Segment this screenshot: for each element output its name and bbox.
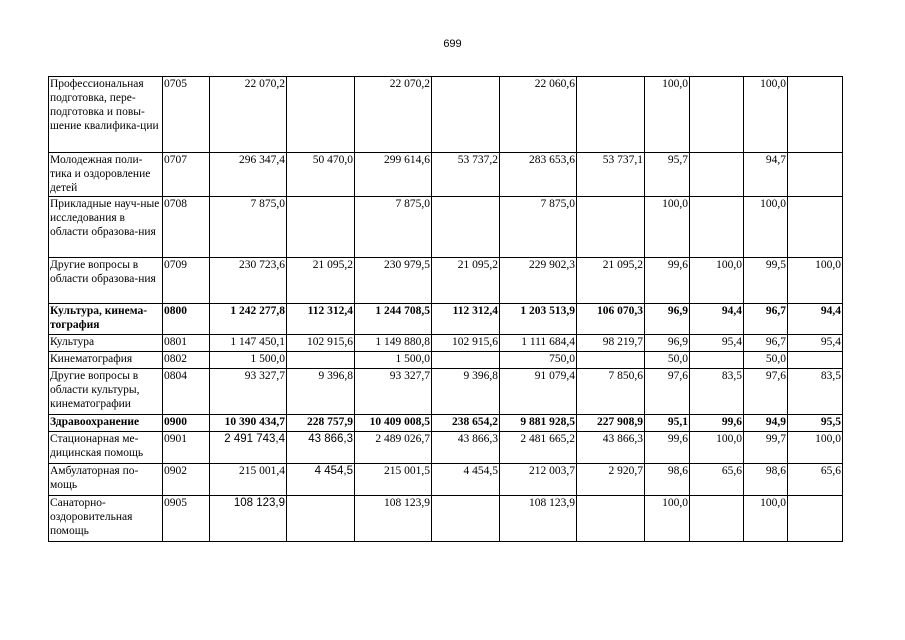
- percent-cell: [788, 352, 843, 369]
- value-cell: 9 396,8: [287, 369, 355, 415]
- value-cell: [287, 352, 355, 369]
- row-name: Профессиональная подготовка, пере-подготовка и повы-шение квалифика-ции: [49, 77, 163, 153]
- table-row: [49, 335, 843, 352]
- value-cell: 7 875,0: [210, 197, 287, 258]
- percent-cell: 100,0: [690, 258, 744, 304]
- percent-cell: 99,6: [645, 432, 690, 464]
- percent-cell: 100,0: [788, 432, 843, 464]
- value-cell: 1 500,0: [210, 352, 287, 369]
- percent-cell: 65,6: [690, 464, 744, 496]
- value-cell: 230 979,5: [355, 258, 432, 304]
- percent-cell: 100,0: [744, 77, 788, 153]
- value-cell: 227 908,9: [577, 415, 645, 432]
- percent-cell: 100,0: [690, 432, 744, 464]
- value-cell: 9 396,8: [432, 369, 500, 415]
- table-row: [49, 77, 843, 153]
- percent-cell: 98,6: [744, 464, 788, 496]
- percent-cell: 83,5: [788, 369, 843, 415]
- percent-cell: 50,0: [645, 352, 690, 369]
- page-number: 699: [443, 38, 462, 50]
- value-cell: 21 095,2: [432, 258, 500, 304]
- percent-cell: 99,7: [744, 432, 788, 464]
- percent-cell: 99,6: [690, 415, 744, 432]
- value-cell: 108 123,9: [355, 496, 432, 542]
- row-code: 0901: [163, 432, 210, 464]
- value-cell: [287, 77, 355, 153]
- value-cell: [432, 77, 500, 153]
- value-cell: 10 390 434,7: [210, 415, 287, 432]
- row-code: 0802: [163, 352, 210, 369]
- percent-cell: 95,4: [788, 335, 843, 352]
- value-cell: 1 111 684,4: [500, 335, 577, 352]
- percent-cell: 94,7: [744, 153, 788, 197]
- percent-cell: 94,4: [690, 304, 744, 335]
- table-row: [49, 352, 843, 369]
- row-code: 0905: [163, 496, 210, 542]
- percent-cell: 65,6: [788, 464, 843, 496]
- value-cell: 1 500,0: [355, 352, 432, 369]
- percent-cell: [788, 496, 843, 542]
- value-cell: 93 327,7: [210, 369, 287, 415]
- value-cell: 7 850,6: [577, 369, 645, 415]
- table-row: [49, 369, 843, 415]
- value-cell: 2 489 026,7: [355, 432, 432, 464]
- percent-cell: 96,7: [744, 304, 788, 335]
- value-cell: 228 757,9: [287, 415, 355, 432]
- row-name: Стационарная ме-дицинская помощь: [49, 432, 163, 464]
- value-cell: 1 203 513,9: [500, 304, 577, 335]
- percent-cell: 97,6: [645, 369, 690, 415]
- value-cell: 238 654,2: [432, 415, 500, 432]
- value-cell: 102 915,6: [432, 335, 500, 352]
- value-cell: 91 079,4: [500, 369, 577, 415]
- percent-cell: 96,9: [645, 304, 690, 335]
- value-cell: 53 737,1: [577, 153, 645, 197]
- value-cell: 212 003,7: [500, 464, 577, 496]
- value-cell: [432, 352, 500, 369]
- percent-cell: 97,6: [744, 369, 788, 415]
- value-cell: 108 123,9: [210, 496, 287, 542]
- percent-cell: 100,0: [645, 77, 690, 153]
- value-cell: 296 347,4: [210, 153, 287, 197]
- value-cell: 43 866,3: [432, 432, 500, 464]
- value-cell: 98 219,7: [577, 335, 645, 352]
- row-code: 0705: [163, 77, 210, 153]
- value-cell: 215 001,5: [355, 464, 432, 496]
- value-cell: 53 737,2: [432, 153, 500, 197]
- row-name: Прикладные науч-ные исследования в области образова-ния: [49, 197, 163, 258]
- value-cell: [577, 496, 645, 542]
- table-row: [49, 415, 843, 432]
- value-cell: 230 723,6: [210, 258, 287, 304]
- table-row: [49, 258, 843, 304]
- value-cell: 43 866,3: [577, 432, 645, 464]
- value-cell: 9 881 928,5: [500, 415, 577, 432]
- value-cell: 21 095,2: [577, 258, 645, 304]
- percent-cell: 95,7: [645, 153, 690, 197]
- table-row: [49, 153, 843, 197]
- row-code: 0707: [163, 153, 210, 197]
- value-cell: 1 244 708,5: [355, 304, 432, 335]
- value-cell: 50 470,0: [287, 153, 355, 197]
- value-cell: 93 327,7: [355, 369, 432, 415]
- value-cell: 7 875,0: [500, 197, 577, 258]
- value-cell: 112 312,4: [432, 304, 500, 335]
- value-cell: [577, 197, 645, 258]
- value-cell: 112 312,4: [287, 304, 355, 335]
- row-name: Культура, кинема-тография: [49, 304, 163, 335]
- row-name: Санаторно-оздоровительная помощь: [49, 496, 163, 542]
- percent-cell: 94,9: [744, 415, 788, 432]
- row-code: 0900: [163, 415, 210, 432]
- percent-cell: 94,4: [788, 304, 843, 335]
- percent-cell: 95,1: [645, 415, 690, 432]
- percent-cell: 98,6: [645, 464, 690, 496]
- table-row: [49, 496, 843, 542]
- value-cell: 2 920,7: [577, 464, 645, 496]
- value-cell: [577, 77, 645, 153]
- row-code: 0709: [163, 258, 210, 304]
- table-row: [49, 197, 843, 258]
- percent-cell: [788, 153, 843, 197]
- row-code: 0801: [163, 335, 210, 352]
- value-cell: 283 653,6: [500, 153, 577, 197]
- value-cell: 215 001,4: [210, 464, 287, 496]
- value-cell: 22 070,2: [210, 77, 287, 153]
- percent-cell: 100,0: [744, 496, 788, 542]
- percent-cell: [690, 496, 744, 542]
- value-cell: 102 915,6: [287, 335, 355, 352]
- percent-cell: [690, 197, 744, 258]
- value-cell: 299 614,6: [355, 153, 432, 197]
- percent-cell: 100,0: [744, 197, 788, 258]
- percent-cell: [690, 153, 744, 197]
- budget-table: [48, 76, 843, 542]
- value-cell: [287, 197, 355, 258]
- value-cell: 2 481 665,2: [500, 432, 577, 464]
- value-cell: 7 875,0: [355, 197, 432, 258]
- value-cell: 1 149 880,8: [355, 335, 432, 352]
- percent-cell: 100,0: [645, 197, 690, 258]
- value-cell: 750,0: [500, 352, 577, 369]
- percent-cell: [690, 77, 744, 153]
- percent-cell: 96,9: [645, 335, 690, 352]
- percent-cell: 99,5: [744, 258, 788, 304]
- value-cell: 4 454,5: [287, 464, 355, 496]
- percent-cell: 100,0: [645, 496, 690, 542]
- value-cell: 1 147 450,1: [210, 335, 287, 352]
- percent-cell: [788, 77, 843, 153]
- percent-cell: 99,6: [645, 258, 690, 304]
- value-cell: 21 095,2: [287, 258, 355, 304]
- row-name: Культура: [49, 335, 163, 352]
- value-cell: 106 070,3: [577, 304, 645, 335]
- value-cell: [287, 496, 355, 542]
- row-name: Другие вопросы в области образова-ния: [49, 258, 163, 304]
- percent-cell: 96,7: [744, 335, 788, 352]
- table-row: [49, 432, 843, 464]
- percent-cell: [690, 352, 744, 369]
- row-code: 0902: [163, 464, 210, 496]
- row-name: Другие вопросы в области культуры, кинематографии: [49, 369, 163, 415]
- percent-cell: 95,4: [690, 335, 744, 352]
- value-cell: [577, 352, 645, 369]
- value-cell: 4 454,5: [432, 464, 500, 496]
- value-cell: 10 409 008,5: [355, 415, 432, 432]
- table-row: [49, 464, 843, 496]
- value-cell: 43 866,3: [287, 432, 355, 464]
- row-code: 0708: [163, 197, 210, 258]
- percent-cell: [788, 197, 843, 258]
- percent-cell: 100,0: [788, 258, 843, 304]
- value-cell: 1 242 277,8: [210, 304, 287, 335]
- row-name: Амбулаторная по-мощь: [49, 464, 163, 496]
- value-cell: [432, 496, 500, 542]
- percent-cell: 95,5: [788, 415, 843, 432]
- value-cell: [432, 197, 500, 258]
- row-code: 0800: [163, 304, 210, 335]
- value-cell: 108 123,9: [500, 496, 577, 542]
- row-name: Молодежная поли-тика и оздоровление детей: [49, 153, 163, 197]
- value-cell: 22 060,6: [500, 77, 577, 153]
- percent-cell: 83,5: [690, 369, 744, 415]
- row-name: Кинематография: [49, 352, 163, 369]
- percent-cell: 50,0: [744, 352, 788, 369]
- table-row: [49, 304, 843, 335]
- row-code: 0804: [163, 369, 210, 415]
- value-cell: 229 902,3: [500, 258, 577, 304]
- value-cell: 2 491 743,4: [210, 432, 287, 464]
- value-cell: 22 070,2: [355, 77, 432, 153]
- row-name: Здравоохранение: [49, 415, 163, 432]
